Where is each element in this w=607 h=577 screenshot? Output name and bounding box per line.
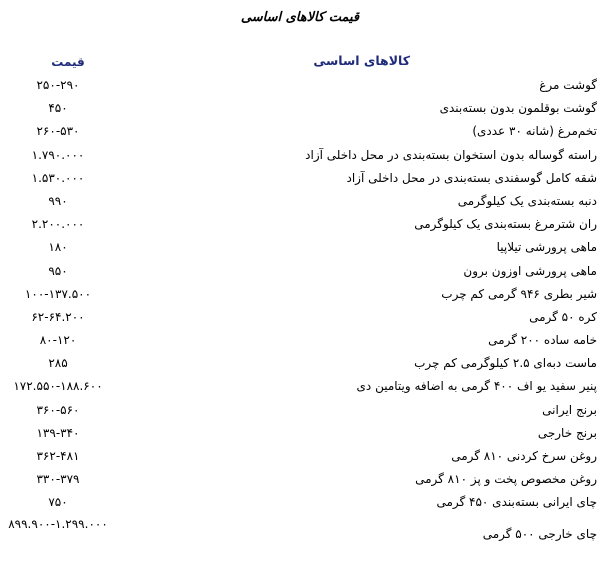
- item-price: ۶۲-۶۴.۲۰۰: [31, 309, 85, 324]
- item-price: ۹۵۰: [48, 263, 68, 278]
- item-price: ۹۹۰: [48, 193, 68, 208]
- item-name: روغن مخصوص پخت و پز ۸۱۰ گرمی: [415, 472, 597, 487]
- item-price: ۸۰-۱۲۰: [39, 333, 77, 348]
- item-name: کره ۵۰ گرمی: [529, 309, 597, 324]
- table-row: [0, 424, 607, 447]
- item-price: ۱۰۰-۱۳۷.۵۰۰: [24, 286, 92, 301]
- table-row: [0, 493, 607, 516]
- table-row: [0, 354, 607, 377]
- item-name: ماهی پرورشی تیلاپیا: [496, 240, 597, 255]
- goods-column-header: کالاهای اساسی: [313, 53, 410, 68]
- item-price: ۱۸۰: [48, 240, 68, 255]
- table-row: [0, 517, 607, 547]
- item-name: تخم‌مرغ (شانه ۳۰ عددی): [472, 124, 597, 139]
- table-row: [0, 215, 607, 238]
- table-row: [0, 470, 607, 493]
- item-price: ۷۵۰: [48, 495, 68, 510]
- table-row: [0, 146, 607, 169]
- item-price: ۸۹۹.۹۰۰-۱.۲۹۹.۰۰۰: [8, 516, 108, 531]
- item-name: شقه کامل گوسفندی بسته‌بندی در محل داخلی آزاد: [346, 170, 597, 185]
- item-price: ۱.۵۳۰.۰۰۰: [31, 170, 85, 185]
- item-price: ۳۶۰-۵۶۰: [36, 402, 80, 417]
- table-row: [0, 262, 607, 285]
- price-column-header: قیمت: [51, 55, 85, 69]
- item-name: پنیر سفید یو اف ۴۰۰ گرمی به اضافه ویتامین دی: [356, 379, 597, 394]
- table-row: [0, 285, 607, 308]
- item-name: خامه ساده ۲۰۰ گرمی: [488, 333, 597, 348]
- table-row: [0, 401, 607, 424]
- item-name: برنج خارجی: [537, 425, 597, 440]
- item-name: چای ایرانی بسته‌بندی ۴۵۰ گرمی: [436, 495, 597, 510]
- item-price: ۲۵۰-۲۹۰: [36, 78, 80, 92]
- item-price: ۳۳۰-۳۷۹: [36, 472, 80, 487]
- table-row: [0, 122, 607, 145]
- item-name: دنبه بسته‌بندی یک کیلوگرمی: [457, 193, 597, 208]
- price-table: [0, 76, 607, 547]
- item-price: ۱۳۹-۳۴۰: [36, 425, 80, 440]
- item-price: ۱.۷۹۰.۰۰۰: [31, 147, 85, 162]
- item-name: روغن سرخ کردنی ۸۱۰ گرمی: [451, 449, 597, 463]
- item-name: ران شترمرغ بسته‌بندی یک کیلوگرمی: [414, 217, 597, 232]
- table-header: [0, 53, 607, 71]
- item-name: گوشت بوقلمون بدون بسته‌بندی: [439, 101, 597, 116]
- page-title: قیمت کالاهای اساسی: [240, 10, 360, 25]
- item-price: ۲۶۰-۵۳۰: [36, 124, 80, 139]
- item-name: ماست دبه‌ای ۲.۵ کیلوگرمی کم چرب: [414, 356, 597, 371]
- item-price: ۲۸۵: [48, 356, 68, 371]
- item-name: گوشت مرغ: [539, 78, 597, 92]
- table-row: [0, 238, 607, 261]
- item-price: ۴۵۰: [48, 101, 68, 116]
- table-row: [0, 308, 607, 331]
- table-row: [0, 447, 607, 470]
- table-row: [0, 192, 607, 215]
- table-row: [0, 377, 607, 400]
- item-name: راسته گوساله بدون استخوان بسته‌بندی در محل داخلی آزاد: [305, 147, 597, 162]
- item-price: ۱۷۲.۵۵۰-۱۸۸.۶۰۰: [13, 379, 103, 394]
- table-row: [0, 99, 607, 122]
- table-row: [0, 331, 607, 354]
- item-name: ماهی پرورشی اوزون برون: [463, 263, 597, 278]
- item-name: چای خارجی ۵۰۰ گرمی: [482, 526, 597, 541]
- item-price: ۲.۲۰۰.۰۰۰: [31, 217, 85, 232]
- table-row: [0, 169, 607, 192]
- item-name: شیر بطری ۹۴۶ گرمی کم چرب: [441, 286, 597, 301]
- item-price: ۳۶۲-۴۸۱: [36, 449, 80, 463]
- table-row: [0, 76, 607, 99]
- item-name: برنج ایرانی: [542, 402, 597, 417]
